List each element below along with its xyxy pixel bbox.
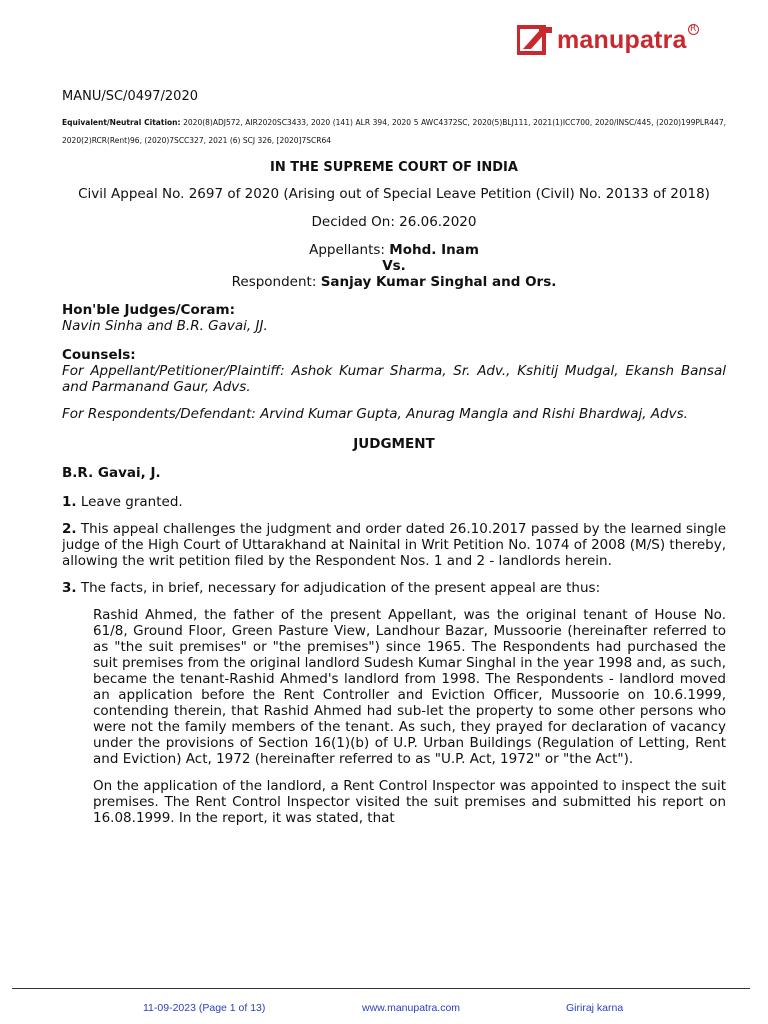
counsel-appellant: For Appellant/Petitioner/Plaintiff: Ashok Kumar Sharma, Sr. Adv., Kshitij Mudgal, Ekansh Bansal and Parmanand Gaur, Advs.	[62, 363, 726, 395]
citation-text: 2020(8)ADJ572, AIR2020SC3433, 2020 (141) ALR 394, 2020 5 AWC4372SC, 2020(5)BLJ111, 2021(1)ICC700, 2020/INSC/445, (2020)199PLR447, 2020(2)RCR(Rent)96, (2020)7SCC327, 2021 (6) SCJ 326, [2020]7SCR64	[62, 118, 726, 145]
counsels-heading: Counsels:	[62, 347, 136, 363]
quoted-paragraph-2: On the application of the landlord, a Rent Control Inspector was appointed to inspect the suit premises. The Rent Control Inspector visited the suit premises and submitted his report on 16.08.1999. In the report, it was stated, that	[93, 778, 726, 826]
paragraph-1-text: Leave granted.	[80, 494, 183, 510]
paragraph-2-text: This appeal challenges the judgment and order dated 26.10.2017 passed by the learned single judge of the High Court of Uttarakhand at Nainital in Writ Petition No. 1074 of 2008 (M/S) thereby, allowing the writ petition filed by the Respondent Nos. 1 and 2 - landlords herein.	[62, 521, 726, 569]
paragraph-3	[62, 580, 726, 596]
footer-date-page: 11-09-2023 (Page 1 of 13)	[143, 1002, 266, 1014]
footer-website-link[interactable]: www.manupatra.com	[362, 1002, 461, 1014]
judges-heading: Hon'ble Judges/Coram:	[62, 302, 235, 318]
document-body	[62, 84, 726, 826]
logo-text: manupatra	[557, 25, 687, 54]
judgment-heading: JUDGMENT	[353, 436, 435, 452]
paragraph-2-number: 2.	[62, 521, 77, 537]
footer-user: Giriraj karna	[566, 1002, 624, 1014]
citation	[62, 114, 726, 150]
case-number: Civil Appeal No. 2697 of 2020 (Arising out of Special Leave Petition (Civil) No. 20133 of 2018)	[78, 186, 710, 202]
respondent-name: Sanjay Kumar Singhal and Ors.	[320, 274, 557, 290]
court-name: IN THE SUPREME COURT OF INDIA	[270, 160, 518, 175]
manupatra-logo	[517, 22, 697, 58]
paragraph-3-text: The facts, in brief, necessary for adjudication of the present appeal are thus:	[80, 580, 601, 596]
respondent-line	[62, 274, 726, 290]
appellants-line	[62, 242, 726, 258]
registered-mark: R	[688, 24, 699, 35]
citation-label: Equivalent/Neutral Citation:	[62, 118, 181, 127]
paragraph-2	[62, 521, 726, 569]
quoted-paragraph-1: Rashid Ahmed, the father of the present Appellant, was the original tenant of House No. 61/8, Ground Floor, Green Pasture View, Landhour Bazar, Mussoorie (hereinafter referred to as "the suit premises" or "the premises") since 1965. The Respondents had purchased the suit premises from the original landlord Sudesh Kumar Singhal in the year 1998 and, as such, became the tenant-Rashid Ahmed's landlord from 1998. The Respondents - landlord moved an application before the Rent Controller and Eviction Officer, Mussoorie on 10.6.1999, contending therein, that Rashid Ahmed had sub-let the property to some other persons who were not the family members of the tenant. As such, they prayed for declaration of vacancy under the provisions of Section 16(1)(b) of U.P. Urban Buildings (Regulation of Letting, Rent and Eviction) Act, 1972 (hereinafter referred to as "U.P. Act, 1972" or "the Act").	[93, 607, 726, 767]
manu-id: MANU/SC/0497/2020	[62, 89, 198, 104]
manupatra-logo-icon	[517, 25, 553, 55]
judges-names: Navin Sinha and B.R. Gavai, JJ.	[62, 318, 268, 334]
paragraph-3-number: 3.	[62, 580, 77, 596]
versus: Vs.	[382, 258, 406, 274]
decided-on: Decided On: 26.06.2020	[311, 214, 477, 230]
respondent-label: Respondent:	[231, 274, 317, 290]
paragraph-1	[62, 494, 726, 510]
counsel-respondent: For Respondents/Defendant: Arvind Kumar Gupta, Anurag Mangla and Rishi Bhardwaj, Advs.	[62, 406, 688, 422]
judgment-author: B.R. Gavai, J.	[62, 465, 161, 481]
footer-divider	[12, 988, 750, 989]
appellants-name: Mohd. Inam	[389, 242, 479, 258]
paragraph-1-number: 1.	[62, 494, 77, 510]
appellants-label: Appellants:	[309, 242, 385, 258]
